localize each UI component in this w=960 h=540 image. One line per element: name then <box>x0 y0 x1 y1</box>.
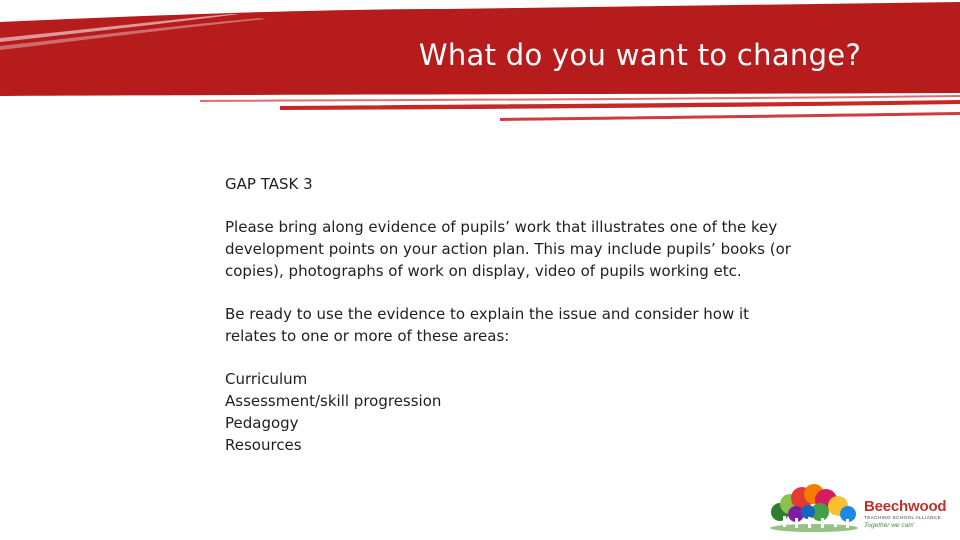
task-heading: GAP TASK 3 <box>225 175 313 193</box>
task-prompt: Be ready to use the evidence to explain the issue and consider how it relates to one or more of these areas: <box>225 305 750 345</box>
list-item: Resources <box>225 436 302 454</box>
slide-title: What do you want to change? <box>418 38 862 72</box>
logo-subtitle: TEACHING SCHOOL ALLIANCE <box>864 515 942 520</box>
list-item: Assessment/skill progression <box>225 392 442 410</box>
beechwood-logo <box>768 482 947 532</box>
task-instructions: Please bring along evidence of pupils’ work that illustrates one of the key development points on your action plan. This may include pupils’ books (or copies), photographs of work on display, video of pupils working etc. <box>225 218 791 280</box>
trees-icon <box>768 482 860 532</box>
list-item: Curriculum <box>225 370 308 388</box>
logo-tagline: Together we can! <box>864 522 914 529</box>
logo-name: Beechwood <box>864 498 947 515</box>
areas-list <box>225 368 805 456</box>
slide-content <box>225 173 805 456</box>
list-item: Pedagogy <box>225 414 299 432</box>
